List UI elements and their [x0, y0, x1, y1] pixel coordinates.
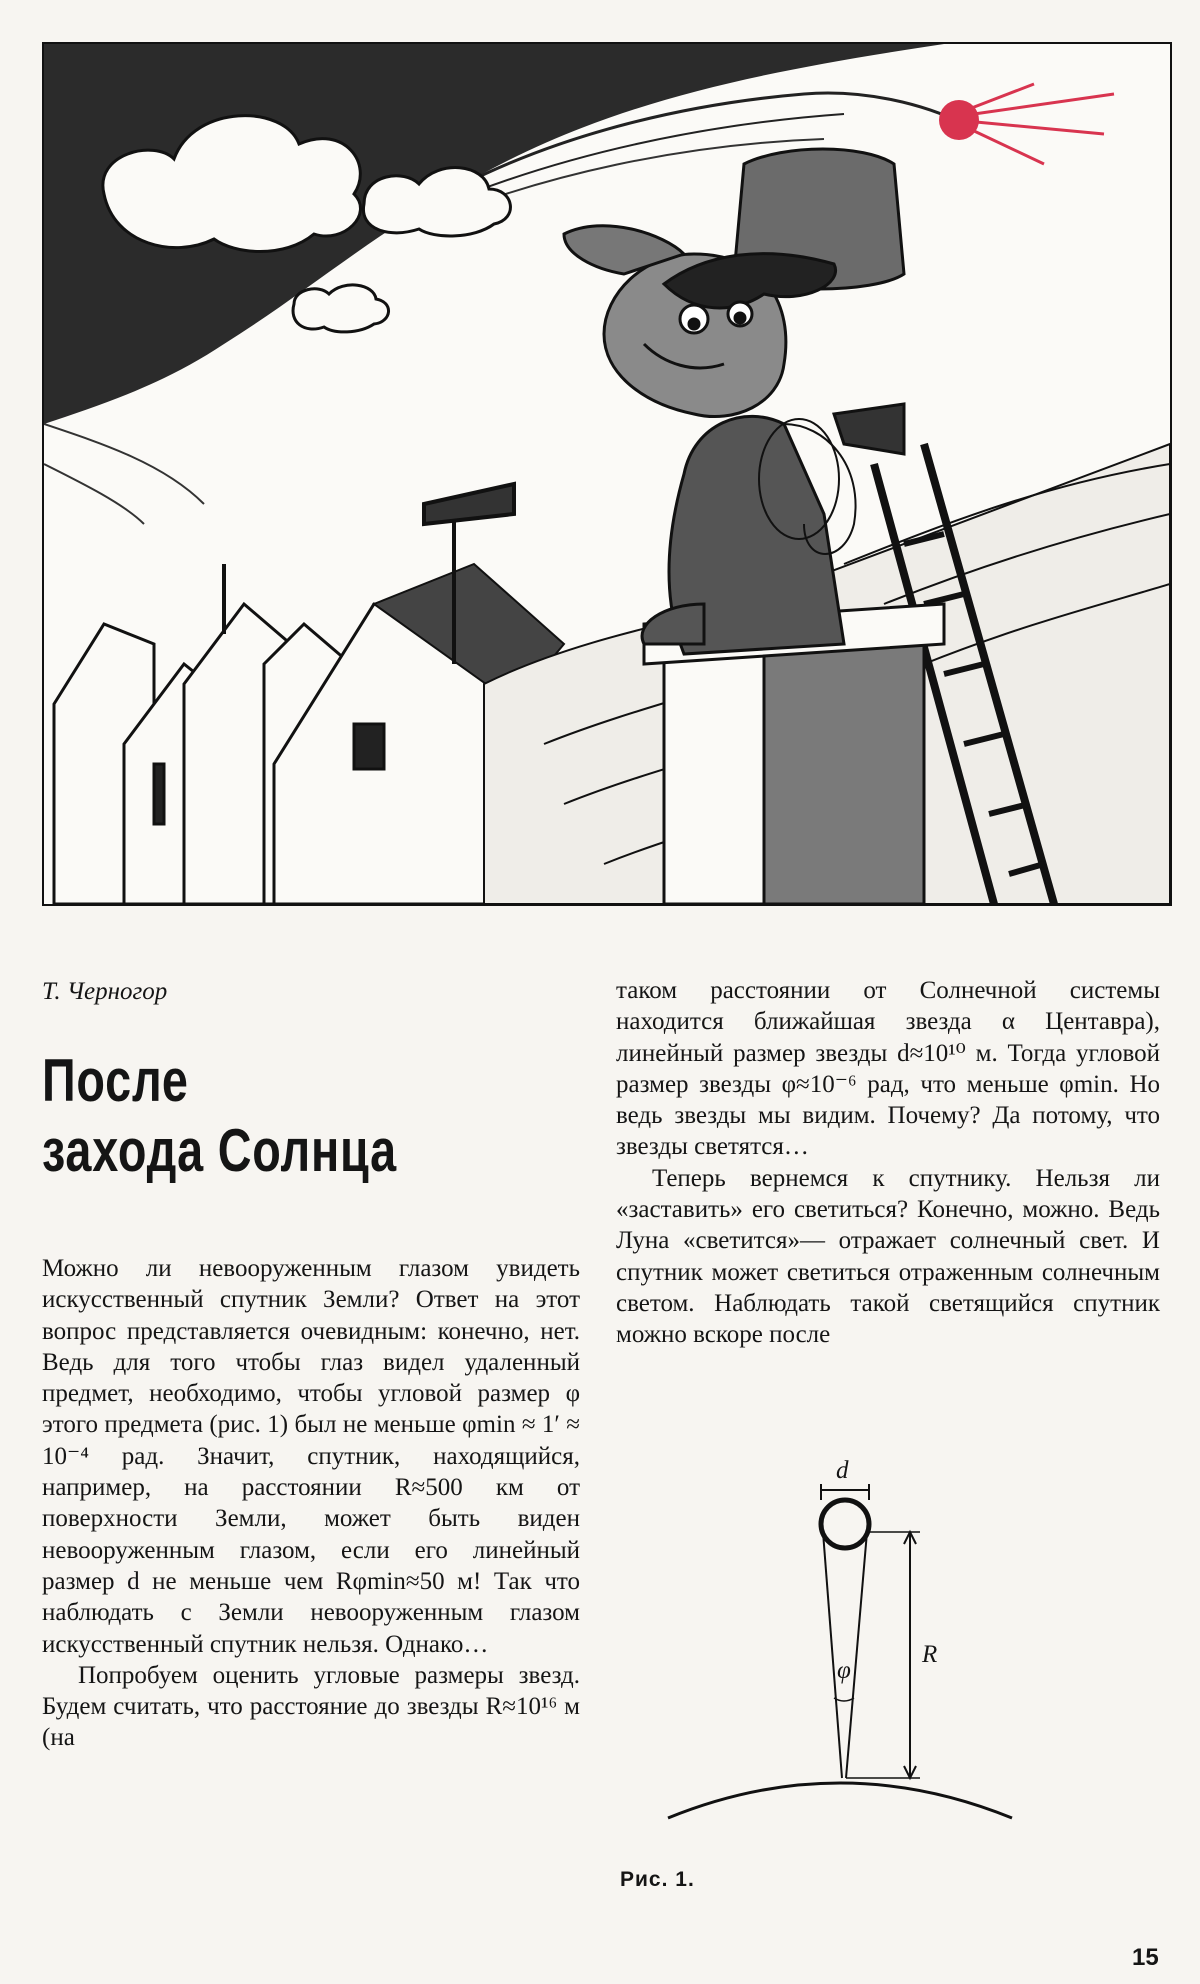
right-column [616, 975, 1160, 1351]
label-phi: φ [837, 1657, 851, 1684]
paragraph: Можно ли невооруженным глазом увидеть искусственный спутник Земли? Ответ на этот вопрос представляется очевидным: конечно, нет. Ведь для того чтобы глаз видел удаленный предмет, необходимо, чтобы угловой размер φ этого предмета (рис. 1) был не меньше φmin ≈ 1′ ≈ 10⁻⁴ рад. Значит, спутник, находящийся, например, на расстоянии R≈500 км от поверхности Земли, может быть виден невооруженным глазом, если его линейный размер d не меньше чем Rφmin≈50 м! Так что наблюдать с Земли невооруженным глазом искусственный спутник нельзя. Однако… [42, 1255, 580, 1658]
angular-size-diagram [620, 1448, 1160, 1868]
figure-caption: Рис. 1. [620, 1868, 695, 1891]
sight-line-left [823, 1532, 842, 1778]
label-d: d [836, 1457, 849, 1484]
figure-1 [620, 1448, 1160, 1948]
object-circle [821, 1500, 869, 1548]
title-line-1: После [42, 1047, 189, 1114]
chimney-sweep-icon [44, 44, 1170, 904]
label-R: R [922, 1641, 938, 1668]
paragraph: таком расстоянии от Солнечной системы находится ближайшая звезда α Центавра), линейный размер звезды d≈10¹⁰ м. Тогда угловой размер звезды φ≈10⁻⁶ рад, что меньше φmin. Но ведь звезды мы видим. Почему? Да потому, что звезды светятся… [616, 977, 1160, 1161]
article-title [42, 1046, 479, 1186]
satellite-icon [939, 84, 1114, 164]
earth-surface-arc [668, 1783, 1012, 1818]
author-byline: Т. Черногор [42, 978, 168, 1005]
page-number: 15 [1132, 1944, 1159, 1971]
paragraph: Попробуем оценить угловые размеры звезд. Будем считать, что расстояние до звезды R≈10¹⁶ м (на [42, 1661, 580, 1752]
title-line-2: захода Солнца [42, 1117, 397, 1184]
sight-line-right [846, 1532, 867, 1778]
illustration-frame [42, 42, 1172, 906]
left-column [42, 1253, 580, 1754]
paragraph: Теперь вернемся к спутнику. Нельзя ли «заставить» его светиться? Конечно, можно. Ведь Луна «светится»— отражает солнечный свет. И спутник может светиться отраженным солнечным светом. Наблюдать такой светящийся спутник можно вскоре после [616, 1164, 1160, 1349]
